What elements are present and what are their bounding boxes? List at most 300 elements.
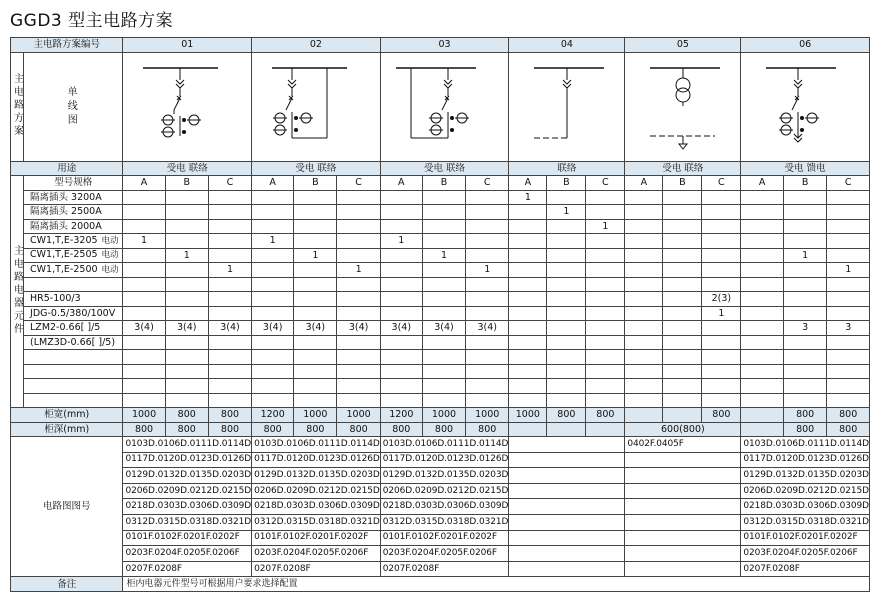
- component-quantity: [547, 379, 586, 394]
- component-quantity: [509, 292, 547, 307]
- component-quantity: [380, 306, 422, 321]
- component-quantity: [586, 205, 625, 220]
- usage-row: [11, 161, 870, 176]
- circuit-code-cell: 0312D.0315D.0318D.0321D: [741, 514, 870, 530]
- circuit-code-cell: [509, 546, 625, 562]
- component-quantity: [625, 306, 663, 321]
- component-quantity: [123, 350, 165, 365]
- component-quantity: [337, 190, 380, 205]
- component-quantity: [252, 379, 294, 394]
- usage-value: 受电 馈电: [741, 161, 870, 176]
- component-quantity: [337, 234, 380, 249]
- component-quantity: [783, 190, 827, 205]
- spec-letter: B: [165, 176, 208, 191]
- circuit-code-cell: [625, 561, 741, 577]
- single-line-diagram-02: [252, 52, 381, 161]
- circuit-diagram-icon: [252, 54, 367, 160]
- component-quantity: [827, 205, 870, 220]
- component-quantity: 1: [123, 234, 165, 249]
- circuit-code-row: [11, 437, 870, 453]
- component-quantity: [165, 306, 208, 321]
- component-quantity: [625, 263, 663, 278]
- remarks-text: 柜内电器元件型号可根据用户要求选择配置: [123, 577, 870, 592]
- component-quantity: 1: [422, 248, 465, 263]
- component-quantity: [547, 306, 586, 321]
- component-quantity: [827, 306, 870, 321]
- scheme-number-row: [11, 38, 870, 53]
- component-quantity: [380, 263, 422, 278]
- component-quantity: [741, 219, 783, 234]
- circuit-code-cell: 0103D.0106D.0111D.0114D: [252, 437, 381, 453]
- component-quantity: [208, 190, 251, 205]
- component-quantity: [586, 292, 625, 307]
- component-quantity: [625, 205, 663, 220]
- component-quantity: [165, 350, 208, 365]
- scheme-number-03: 03: [380, 38, 509, 53]
- component-quantity: [466, 306, 509, 321]
- circuit-code-cell: [509, 530, 625, 546]
- circuit-code-cell: 0101F.0102F.0201F.0202F: [380, 530, 509, 546]
- component-quantity: [252, 205, 294, 220]
- component-quantity: [208, 364, 251, 379]
- component-row: [11, 219, 870, 234]
- cabinet-width-value: [663, 408, 702, 423]
- scheme-number-02: 02: [252, 38, 381, 53]
- component-quantity: [702, 364, 741, 379]
- spec-letter: C: [827, 176, 870, 191]
- component-quantity: [422, 379, 465, 394]
- circuit-code-cell: [625, 468, 741, 484]
- cabinet-depth-value: 800: [827, 422, 870, 437]
- component-quantity: [625, 292, 663, 307]
- spec-letter: B: [663, 176, 702, 191]
- component-quantity: [509, 248, 547, 263]
- circuit-code-cell: 0101F.0102F.0201F.0202F: [252, 530, 381, 546]
- component-quantity: [547, 350, 586, 365]
- component-quantity: [663, 234, 702, 249]
- spec-letter: C: [337, 176, 380, 191]
- spec-letter: A: [509, 176, 547, 191]
- component-quantity: [547, 364, 586, 379]
- component-quantity: [509, 350, 547, 365]
- component-quantity: [123, 248, 165, 263]
- component-quantity: [827, 393, 870, 408]
- spec-letter: C: [702, 176, 741, 191]
- component-quantity: [422, 350, 465, 365]
- circuit-code-cell: 0218D.0303D.0306D.0309D: [741, 499, 870, 515]
- component-quantity: [208, 335, 251, 350]
- component-quantity: [380, 292, 422, 307]
- component-quantity: [663, 350, 702, 365]
- component-name-text: JDG-0.5/380/100V: [30, 307, 116, 319]
- circuit-diagram-icon: [509, 54, 624, 160]
- component-name-text: HR5-100/3: [30, 293, 81, 305]
- spec-letter: B: [422, 176, 465, 191]
- component-quantity: [783, 335, 827, 350]
- component-quantity: 3(4): [252, 321, 294, 336]
- component-quantity: [702, 379, 741, 394]
- component-quantity: 1: [165, 248, 208, 263]
- spec-letter: B: [783, 176, 827, 191]
- component-name: [24, 364, 123, 379]
- component-quantity: [702, 263, 741, 278]
- cabinet-depth-value: 800: [165, 422, 208, 437]
- component-quantity: 1: [466, 263, 509, 278]
- component-quantity: [625, 190, 663, 205]
- component-quantity: [422, 277, 465, 292]
- component-quantity: [123, 393, 165, 408]
- component-quantity: [380, 219, 422, 234]
- component-quantity: [252, 190, 294, 205]
- component-quantity: [741, 292, 783, 307]
- cabinet-width-row: [11, 408, 870, 423]
- component-quantity: [702, 205, 741, 220]
- component-quantity: [586, 321, 625, 336]
- component-quantity: [509, 277, 547, 292]
- circuit-code-cell: 0206D.0209D.0212D.0215D: [123, 483, 252, 499]
- component-quantity: [337, 277, 380, 292]
- component-suffix: 电动: [101, 264, 119, 275]
- cabinet-width-value: 1000: [422, 408, 465, 423]
- cabinet-depth-value: [547, 422, 586, 437]
- circuit-code-row: [11, 514, 870, 530]
- component-quantity: [663, 219, 702, 234]
- component-quantity: [741, 277, 783, 292]
- component-quantity: [702, 248, 741, 263]
- component-quantity: [663, 248, 702, 263]
- component-quantity: [123, 190, 165, 205]
- component-quantity: [741, 379, 783, 394]
- component-quantity: [380, 350, 422, 365]
- circuit-code-cell: 0218D.0303D.0306D.0309D: [123, 499, 252, 515]
- single-line-text: 单线图: [67, 86, 79, 126]
- component-quantity: [466, 335, 509, 350]
- component-quantity: [422, 292, 465, 307]
- component-quantity: [586, 379, 625, 394]
- component-row: [11, 234, 870, 249]
- component-quantity: 3(4): [337, 321, 380, 336]
- component-quantity: [741, 350, 783, 365]
- components-side-text: 主电路电器元件: [11, 244, 23, 336]
- cabinet-width-value: 800: [586, 408, 625, 423]
- cabinet-depth-value: 800: [252, 422, 294, 437]
- component-name-text: CW1,T,E-3205: [30, 234, 98, 246]
- component-quantity: [165, 335, 208, 350]
- component-quantity: [625, 350, 663, 365]
- component-suffix: 电动: [101, 235, 119, 246]
- circuit-code-cell: 0312D.0315D.0318D.0321D: [380, 514, 509, 530]
- component-quantity: [663, 277, 702, 292]
- circuit-code-row: [11, 530, 870, 546]
- cabinet-width-value: 1000: [294, 408, 337, 423]
- component-quantity: [337, 306, 380, 321]
- component-name: [24, 277, 123, 292]
- component-quantity: [208, 306, 251, 321]
- cabinet-depth-value: 800: [783, 422, 827, 437]
- scheme-number-01: 01: [123, 38, 252, 53]
- component-quantity: [422, 364, 465, 379]
- component-quantity: [509, 205, 547, 220]
- circuit-code-cell: 0206D.0209D.0212D.0215D: [741, 483, 870, 499]
- components-side-label: [11, 176, 24, 408]
- component-name: [24, 248, 123, 263]
- circuit-code-cell: 0117D.0120D.0123D.0126D: [741, 452, 870, 468]
- component-quantity: [827, 379, 870, 394]
- component-name: [24, 393, 123, 408]
- component-quantity: [123, 292, 165, 307]
- component-quantity: [208, 277, 251, 292]
- component-quantity: [547, 234, 586, 249]
- scheme-number-label: 主电路方案编号: [11, 38, 123, 53]
- cabinet-width-value: 800: [547, 408, 586, 423]
- circuit-code-cell: 0206D.0209D.0212D.0215D: [252, 483, 381, 499]
- circuit-code-cell: 0218D.0303D.0306D.0309D: [380, 499, 509, 515]
- component-quantity: [586, 263, 625, 278]
- component-name: [24, 190, 123, 205]
- circuit-code-cell: 0402F.0405F: [625, 437, 741, 453]
- component-quantity: [422, 393, 465, 408]
- component-quantity: [380, 190, 422, 205]
- component-row: [11, 292, 870, 307]
- circuit-code-row: [11, 546, 870, 562]
- component-quantity: [123, 306, 165, 321]
- cabinet-depth-value: 800: [208, 422, 251, 437]
- component-quantity: [208, 205, 251, 220]
- component-quantity: [252, 335, 294, 350]
- component-quantity: [294, 350, 337, 365]
- circuit-code-cell: 0117D.0120D.0123D.0126D: [123, 452, 252, 468]
- component-quantity: [252, 292, 294, 307]
- component-quantity: [294, 219, 337, 234]
- component-quantity: [741, 205, 783, 220]
- component-quantity: [509, 335, 547, 350]
- usage-value: 受电 联络: [625, 161, 741, 176]
- component-quantity: [294, 234, 337, 249]
- component-quantity: [294, 277, 337, 292]
- component-quantity: [466, 379, 509, 394]
- component-quantity: [702, 234, 741, 249]
- circuit-code-cell: [509, 499, 625, 515]
- cabinet-width-value: 800: [702, 408, 741, 423]
- component-quantity: [422, 263, 465, 278]
- component-quantity: [625, 321, 663, 336]
- circuit-code-cell: 0203F.0204F.0205F.0206F: [252, 546, 381, 562]
- component-quantity: [509, 393, 547, 408]
- cabinet-width-value: 1200: [252, 408, 294, 423]
- circuit-code-cell: 0117D.0120D.0123D.0126D: [252, 452, 381, 468]
- component-quantity: [547, 248, 586, 263]
- circuit-code-cell: 0103D.0106D.0111D.0114D: [741, 437, 870, 453]
- scheme-number-06: 06: [741, 38, 870, 53]
- component-quantity: [509, 321, 547, 336]
- spec-letter: B: [294, 176, 337, 191]
- component-quantity: [702, 393, 741, 408]
- spec-letter: A: [123, 176, 165, 191]
- component-quantity: [123, 335, 165, 350]
- page-title: GGD3 型主电路方案: [10, 11, 174, 31]
- circuit-diagram-icon: [741, 54, 856, 160]
- component-quantity: [741, 321, 783, 336]
- component-quantity: [165, 234, 208, 249]
- component-name-text: LZM2-0.66[ ]/5: [30, 322, 101, 334]
- single-line-diagram-04: [509, 52, 625, 161]
- component-quantity: 3: [783, 321, 827, 336]
- component-quantity: [625, 219, 663, 234]
- component-quantity: [380, 248, 422, 263]
- component-quantity: [123, 205, 165, 220]
- component-quantity: [741, 190, 783, 205]
- component-quantity: [294, 205, 337, 220]
- component-quantity: [337, 335, 380, 350]
- spec-letter: B: [547, 176, 586, 191]
- component-quantity: [509, 306, 547, 321]
- component-quantity: [827, 234, 870, 249]
- component-name: [24, 335, 123, 350]
- component-quantity: [741, 393, 783, 408]
- component-quantity: [252, 219, 294, 234]
- cabinet-width-value: 800: [827, 408, 870, 423]
- component-quantity: [123, 263, 165, 278]
- spec-label: 型号规格: [24, 176, 123, 191]
- component-name-text: CW1,T,E-2500: [30, 263, 98, 275]
- component-quantity: [466, 190, 509, 205]
- component-quantity: [663, 335, 702, 350]
- spec-letter: C: [208, 176, 251, 191]
- cabinet-width-value: 1200: [380, 408, 422, 423]
- cabinet-depth-row: [11, 422, 870, 437]
- usage-value: 受电 联络: [380, 161, 509, 176]
- component-quantity: [208, 219, 251, 234]
- component-quantity: [165, 379, 208, 394]
- cabinet-width-value: 800: [208, 408, 251, 423]
- component-quantity: [294, 263, 337, 278]
- circuit-code-cell: 0203F.0204F.0205F.0206F: [741, 546, 870, 562]
- component-name: [24, 350, 123, 365]
- component-quantity: [380, 205, 422, 220]
- component-quantity: [165, 190, 208, 205]
- component-name: [24, 379, 123, 394]
- circuit-code-label: 电路图图号: [11, 437, 123, 577]
- component-quantity: [702, 277, 741, 292]
- component-quantity: [827, 248, 870, 263]
- cabinet-width-value: 800: [165, 408, 208, 423]
- component-quantity: [422, 234, 465, 249]
- component-quantity: 1: [783, 248, 827, 263]
- component-quantity: [208, 248, 251, 263]
- component-quantity: 3(4): [294, 321, 337, 336]
- component-quantity: [783, 277, 827, 292]
- usage-value: 受电 联络: [123, 161, 252, 176]
- component-quantity: [208, 292, 251, 307]
- circuit-code-cell: 0129D.0132D.0135D.0203D: [123, 468, 252, 484]
- spec-letter: A: [380, 176, 422, 191]
- component-quantity: [586, 335, 625, 350]
- component-quantity: [625, 248, 663, 263]
- component-quantity: [466, 364, 509, 379]
- component-quantity: [165, 364, 208, 379]
- component-quantity: [741, 248, 783, 263]
- component-quantity: [663, 379, 702, 394]
- component-quantity: [741, 335, 783, 350]
- circuit-code-cell: 0101F.0102F.0201F.0202F: [741, 530, 870, 546]
- component-quantity: [165, 219, 208, 234]
- cabinet-depth-value: 800: [123, 422, 165, 437]
- component-quantity: [337, 248, 380, 263]
- component-quantity: [380, 379, 422, 394]
- circuit-code-row: [11, 468, 870, 484]
- circuit-code-cell: [625, 499, 741, 515]
- component-quantity: [252, 306, 294, 321]
- component-quantity: [783, 306, 827, 321]
- component-quantity: [509, 379, 547, 394]
- cabinet-depth-value: 800: [422, 422, 465, 437]
- circuit-diagram-icon: [625, 54, 740, 160]
- component-row: [11, 335, 870, 350]
- circuit-code-cell: [625, 530, 741, 546]
- component-quantity: [586, 277, 625, 292]
- component-quantity: [337, 379, 380, 394]
- component-quantity: [337, 219, 380, 234]
- component-quantity: [827, 219, 870, 234]
- component-quantity: 3(4): [422, 321, 465, 336]
- cabinet-width-value: [741, 408, 783, 423]
- cabinet-width-value: 1000: [123, 408, 165, 423]
- cabinet-width-value: 1000: [509, 408, 547, 423]
- component-quantity: [208, 234, 251, 249]
- spec-letter: A: [625, 176, 663, 191]
- component-quantity: [123, 364, 165, 379]
- component-name-text: 隔离插头 2000A: [30, 220, 102, 232]
- cabinet-depth-value: [509, 422, 547, 437]
- component-quantity: [547, 335, 586, 350]
- component-row: [11, 263, 870, 278]
- component-quantity: [294, 379, 337, 394]
- single-line-label: [24, 52, 123, 161]
- component-quantity: [827, 350, 870, 365]
- component-quantity: 1: [380, 234, 422, 249]
- circuit-code-cell: 0312D.0315D.0318D.0321D: [123, 514, 252, 530]
- component-name: [24, 292, 123, 307]
- spec-letter: C: [466, 176, 509, 191]
- circuit-diagram-icon: [123, 54, 238, 160]
- component-quantity: [337, 364, 380, 379]
- component-quantity: [123, 277, 165, 292]
- circuit-code-row: [11, 561, 870, 577]
- spec-row: [11, 176, 870, 191]
- component-quantity: [208, 350, 251, 365]
- component-quantity: [422, 219, 465, 234]
- component-quantity: [586, 306, 625, 321]
- component-name-text: (LMZ3D-0.66[ ]/5): [30, 336, 116, 348]
- single-line-diagram-05: [625, 52, 741, 161]
- single-line-diagram-01: [123, 52, 252, 161]
- circuit-code-cell: [625, 483, 741, 499]
- component-quantity: [783, 379, 827, 394]
- component-quantity: [702, 335, 741, 350]
- component-name: [24, 306, 123, 321]
- circuit-code-cell: [625, 546, 741, 562]
- component-quantity: [509, 219, 547, 234]
- component-quantity: 3(4): [165, 321, 208, 336]
- component-quantity: [741, 306, 783, 321]
- scheme-side-label: [11, 52, 24, 161]
- component-quantity: [252, 263, 294, 278]
- component-quantity: [827, 364, 870, 379]
- circuit-code-row: [11, 452, 870, 468]
- component-quantity: [123, 379, 165, 394]
- component-row: [11, 321, 870, 336]
- circuit-code-cell: 0207F.0208F: [380, 561, 509, 577]
